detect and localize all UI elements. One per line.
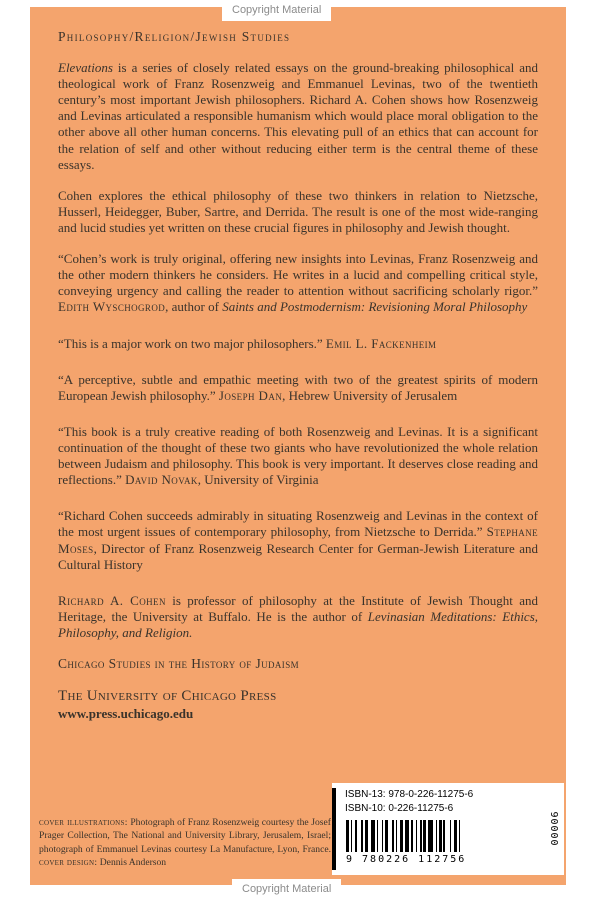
isbn-block (345, 788, 473, 816)
quote-text: “This book is a truly creative reading of both Rosenzweig and Levinas. It is a significant continuation of the thought of these two giants who have revolutionized the whole relation between Judaism and philosophy. This book is very important. It deserves close reading and reflections.” (58, 423, 538, 488)
credits-illustrations-text: Photograph of Franz Rosenzweig courtesy the Josef Prager Collection, The National and University Library, Jerusalem, Israel; photograph of Emmanuel Levinas courtesy La Manufacture, Lyon, France. (39, 817, 331, 855)
quote-text: “A perceptive, subtle and empathic meeting with two of the greatest spirits of modern European Jewish philosophy.” (58, 371, 538, 403)
isbn13-line: ISBN-13: 978-0-226-11275-6 (345, 789, 474, 800)
quote-attribution-name: Edith Wyschogrod (58, 299, 166, 315)
quote-attribution-name: David Novak (125, 472, 198, 488)
barcode-bars (346, 820, 518, 852)
barcode-digits: 9 780226 112756 (346, 854, 467, 865)
barcode-addon-code: 90000 (548, 811, 559, 847)
author-bio-book-title: Levinasian Meditations: Ethics, Philosophy, and Religion. (58, 608, 539, 640)
quote-attribution-name: Emil L. Fackenheim (325, 335, 437, 351)
book-title-italic: Elevations (58, 60, 113, 75)
quote-dan (58, 372, 538, 404)
barcode-left-guard-bar (332, 788, 336, 870)
series-title: Chicago Studies in the History of Judaism (58, 656, 300, 672)
credits-design-label: cover design: (39, 856, 98, 868)
barcode-panel (332, 783, 564, 875)
cover-credits (39, 816, 331, 869)
quote-fackenheim (58, 336, 538, 352)
credits-design-text: Dennis Anderson (97, 856, 167, 868)
category-header: Philosophy/Religion/Jewish Studies (58, 29, 291, 44)
quote-moses (58, 508, 538, 572)
intro-paragraph (58, 60, 538, 173)
quote-attribution-book-title: Saints and Postmodernism: Revisioning Moral Philosophy (222, 299, 528, 315)
watermark-top: Copyright Material (222, 0, 331, 21)
quote-wyschogrod (58, 251, 538, 315)
quote-attribution-rest: , University of Virginia (197, 472, 319, 488)
publisher-name: The University of Chicago Press (58, 688, 277, 705)
book-back-cover (30, 7, 566, 885)
credits-illustrations-label: cover illustrations: (39, 817, 128, 829)
quote-attribution-name: Joseph Dan (218, 387, 283, 403)
quote-text: “Cohen’s work is truly original, offering new insights into Levinas, Franz Rosenzweig and the other modern thinkers he considers. He writes in a lucid and compelling critical style, conveying urgency and calling the reader to attention without sacrificing scholarly rigor.” (58, 251, 538, 299)
quote-text: “This is a major work on two major philosophers.” (58, 335, 326, 351)
cover-text-column (30, 7, 566, 722)
author-name: Richard A. Cohen (58, 592, 166, 608)
watermark-bottom: Copyright Material (232, 879, 341, 900)
quote-attribution-name: Stephane Moses (58, 524, 538, 556)
intro-paragraph-text: is a series of closely related essays on the ground-breaking philosophical and theological work of Franz Rosenzweig and Emmanuel Levinas, two of the twentieth century’s most important Jewish philosophers. Richard A. Cohen shows how Rosenzweig and Levinas articulated a responsible humanism which would place moral obligation to the other above all other human concerns. This elevating pull of an ethics that can account for the relation of self and other without reducing either term is the central theme of these essays. (58, 60, 538, 172)
quote-novak (58, 424, 538, 488)
author-bio (58, 593, 538, 641)
author-bio-text: is professor of philosophy at the Institute of Jewish Thought and Heritage, the University at Buffalo. He is the author of (58, 592, 538, 624)
second-paragraph: Cohen explores the ethical philosophy of these two thinkers in relation to Nietzsche, Husserl, Heidegger, Buber, Sartre, and Derrida. The result is one of the most wide-ranging and lucid studies yet written on these crucial figures in philosophy and Jewish thought. (58, 187, 538, 235)
isbn10-line: ISBN-10: 0-226-11275-6 (345, 803, 454, 814)
publisher-website: www.press.uchicago.edu (58, 706, 194, 722)
quote-attribution-rest: , author of (165, 299, 223, 315)
quote-text: “Richard Cohen succeeds admirably in situating Rosenzweig and Levinas in the context of the most urgent issues of contemporary philosophy, from Nietzsche to Derrida.” (58, 508, 538, 540)
quote-attribution-rest: , Director of Franz Rosenzweig Research Center for German-Jewish Literature and Cultural History (58, 540, 538, 572)
quote-attribution-rest: , Hebrew University of Jerusalem (282, 387, 458, 403)
